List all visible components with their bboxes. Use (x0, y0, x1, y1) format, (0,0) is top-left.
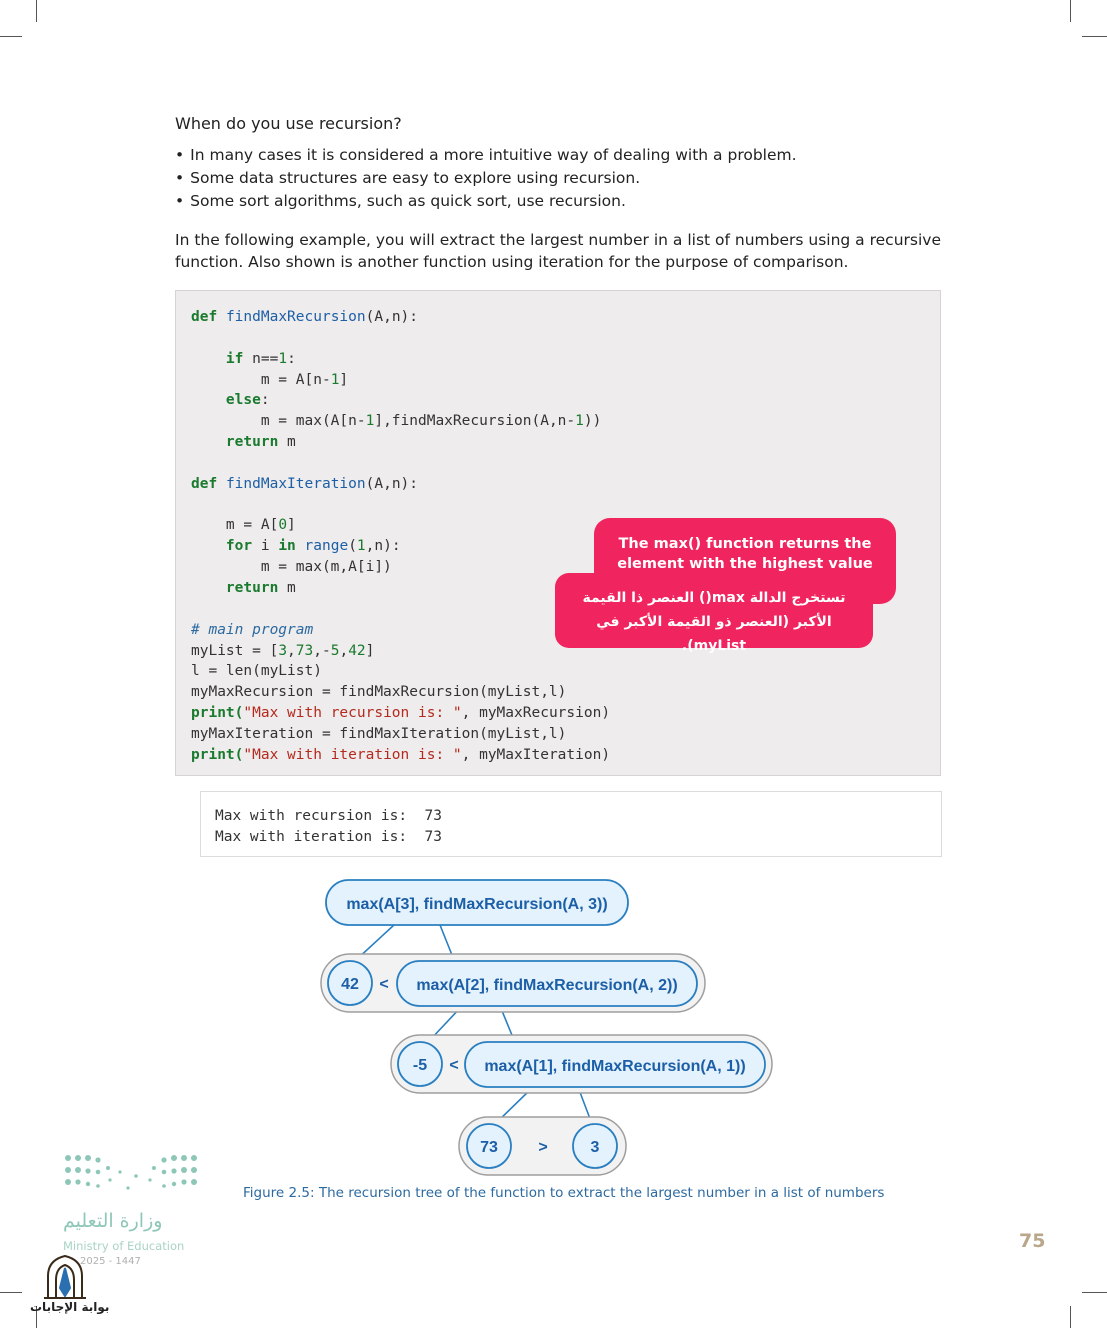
code-builtin: print( (191, 705, 244, 722)
bullet-item: • Some data structures are easy to explore using recursion. (175, 167, 797, 190)
code-function-name: findMaxIteration (225, 475, 366, 492)
code-text: , (287, 642, 296, 659)
code-text: , myMaxRecursion) (461, 705, 611, 722)
ministry-name-arabic: وزارة التعليم (63, 1210, 163, 1232)
code-number: 73 (295, 642, 314, 659)
code-text: : (260, 392, 270, 409)
tree-level3-call: max(A[1], findMaxRecursion(A, 1)) (484, 1058, 746, 1075)
code-number: 0 (278, 517, 288, 534)
tree-level2-operator: < (379, 976, 389, 993)
code-function-name: findMaxRecursion (225, 309, 366, 325)
code-text: m = A[n- (260, 371, 331, 388)
code-text: (A,n): (365, 475, 419, 492)
tree-level2-call: max(A[2], findMaxRecursion(A, 2)) (416, 977, 678, 994)
code-number: 5 (330, 642, 340, 659)
tree-level2-value: 42 (341, 976, 359, 993)
code-number: 1 (575, 413, 584, 430)
ministry-logo-icon (65, 1155, 197, 1190)
ministry-year: 2025 - 1447 (80, 1256, 141, 1267)
code-number: 1 (330, 371, 340, 388)
callout-english: The max() function returns the element with the highest value (594, 518, 896, 604)
code-text: , (339, 642, 349, 659)
code-keyword: def (191, 309, 218, 325)
tree-level3-operator: < (449, 1057, 459, 1074)
code-text: ] (339, 371, 349, 388)
code-text: ] (287, 517, 296, 534)
code-builtin: range (304, 538, 349, 555)
output-line: Max with iteration is: 73 (215, 829, 442, 845)
code-keyword: in (278, 538, 296, 555)
figure-caption: Figure 2.5: The recursion tree of the function to extract the largest number in a list of numbers (243, 1185, 885, 1201)
code-builtin: print( (191, 746, 244, 763)
code-text: ],findMaxRecursion(A,n- (374, 413, 576, 430)
code-text: myMaxIteration = findMaxIteration(myList,l) (191, 725, 567, 742)
code-text: i (260, 538, 270, 555)
code-string: "Max with iteration is: " (243, 746, 462, 763)
code-keyword: for (225, 538, 253, 555)
tree-leaf-left: 73 (480, 1139, 498, 1156)
ministry-name-english: Ministry of Education (63, 1239, 185, 1253)
code-text: m = A[ (225, 517, 279, 534)
callout-arabic: تستخرج الدالة max() العنصر ذا القيمة الأكبر (العنصر ذو القيمة الأكبر في myList). (555, 573, 873, 648)
code-string: "Max with recursion is: " (243, 705, 462, 722)
code-text: m (287, 579, 296, 596)
code-number: 1 (356, 538, 366, 555)
code-number: 42 (348, 642, 366, 659)
output-line: Max with recursion is: 73 (215, 808, 442, 824)
code-text: ] (365, 642, 375, 659)
code-keyword: if (225, 350, 244, 367)
tree-level3-value: -5 (412, 1057, 428, 1074)
code-number: 1 (278, 350, 288, 367)
answers-gate-label: بوابة الإجابات (30, 1300, 110, 1314)
code-keyword: return (225, 434, 279, 451)
code-keyword: return (225, 579, 279, 596)
tree-root-label: max(A[3], findMaxRecursion(A, 3)) (346, 896, 608, 913)
bullet-item: • Some sort algorithms, such as quick sort, use recursion. (175, 190, 797, 213)
tree-leaf-operator: > (538, 1139, 548, 1156)
code-text: myMaxRecursion = findMaxRecursion(myList,l) (191, 684, 567, 701)
intro-paragraph: In the following example, you will extract the largest number in a list of numbers using a recursive function. Also shown is another function using iteration for the purpose of comparison. (175, 231, 941, 271)
code-text: m (287, 434, 296, 451)
code-text: ,- (313, 642, 331, 659)
code-text: )) (583, 413, 602, 430)
code-text: (A,n): (365, 309, 419, 325)
code-number: 3 (278, 642, 288, 659)
code-keyword: else (225, 392, 261, 409)
code-text: n== (252, 350, 279, 367)
section-question: When do you use recursion? (175, 114, 402, 133)
code-text: ,n): (365, 538, 401, 555)
code-text: l = len(myList) (191, 663, 322, 680)
code-text: ( (348, 538, 357, 555)
code-text: , myMaxIteration) (461, 746, 611, 763)
tree-leaf-right: 3 (590, 1139, 600, 1156)
code-keyword: def (191, 475, 218, 492)
code-number: 1 (365, 413, 375, 430)
code-text: : (287, 350, 296, 367)
code-text: myList = [ (191, 642, 279, 659)
page-number: 75 (1019, 1230, 1046, 1252)
code-text: m = max(A[n- (260, 413, 366, 430)
code-text: m = max(m,A[i]) (260, 559, 392, 576)
code-comment: # main program (191, 621, 314, 638)
bullet-item: • In many cases it is considered a more intuitive way of dealing with a problem. (175, 144, 797, 167)
